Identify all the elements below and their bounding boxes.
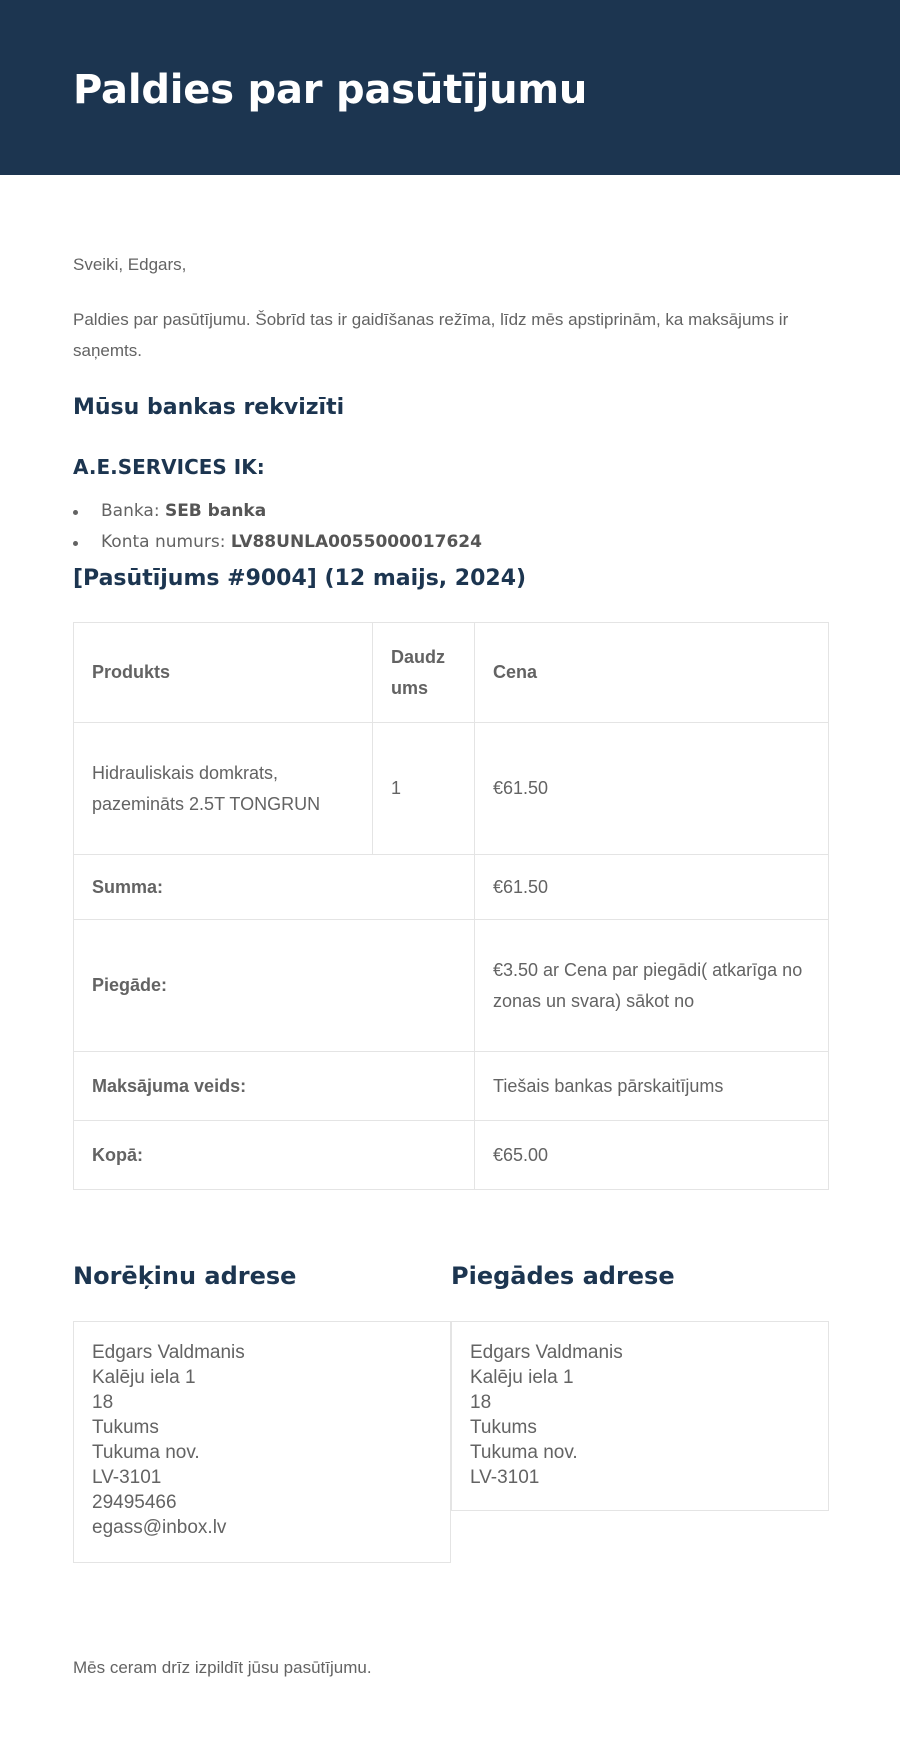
subtotal-label: Summa: [74, 855, 475, 920]
total-row-grand-total [74, 1121, 829, 1190]
email-header [0, 0, 900, 175]
billing-region: Tukuma nov. [92, 1442, 200, 1463]
grand-total-label: Kopā: [74, 1121, 475, 1190]
shipping-value: €3.50 ar Cena par piegādi( atkarīga no zonas un svara) sākot no [475, 920, 829, 1052]
account-value: LV88UNLA0055000017624 [230, 532, 482, 552]
shipping-address-heading: Piegādes adrese [451, 1262, 675, 1290]
shipping-region: Tukuma nov. [470, 1442, 578, 1463]
intro-text: Paldies par pasūtījumu. Šobrīd tas ir gaidīšanas režīma, līdz mēs apstiprinām, ka maksājums ir saņemts. [73, 310, 789, 360]
bank-company: A.E.SERVICES IK: [73, 455, 265, 479]
shipping-apartment: 18 [470, 1392, 492, 1413]
col-header-quantity [373, 623, 475, 723]
subtotal-value: €61.50 [475, 855, 829, 920]
billing-address-heading: Norēķinu adrese [73, 1262, 297, 1290]
order-table-header [74, 623, 829, 723]
billing-apartment: 18 [92, 1392, 114, 1413]
billing-phone: 29495466 [92, 1492, 177, 1513]
bank-name-item [73, 496, 482, 527]
bank-label: Banka: [101, 501, 160, 521]
bank-value: SEB banka [164, 501, 267, 521]
item-product: Hidrauliskais domkrats, pazemināts 2.5T TONGRUN [74, 723, 373, 855]
billing-postcode: LV-3101 [92, 1467, 162, 1488]
col-header-price: Cena [475, 623, 829, 723]
shipping-postcode: LV-3101 [470, 1467, 540, 1488]
billing-street: Kalēju iela 1 [92, 1367, 196, 1388]
shipping-city: Tukums [470, 1417, 537, 1438]
closing-text: Mēs ceram drīz izpildīt jūsu pasūtījumu. [73, 1658, 372, 1677]
bank-heading: Mūsu bankas rekvizīti [73, 395, 345, 420]
billing-email[interactable]: egass@inbox.lv [92, 1517, 227, 1538]
shipping-label: Piegāde: [74, 920, 475, 1052]
order-table [73, 622, 829, 1190]
shipping-address-box [451, 1321, 829, 1511]
billing-address-box [73, 1321, 451, 1563]
billing-city: Tukums [92, 1417, 159, 1438]
col-header-quantity-text: Daudz ums [391, 646, 445, 698]
account-number-item [73, 527, 482, 558]
shipping-street: Kalēju iela 1 [470, 1367, 574, 1388]
payment-method-value: Tiešais bankas pārskaitījums [475, 1052, 829, 1121]
total-row-subtotal [74, 855, 829, 920]
payment-method-label: Maksājuma veids: [74, 1052, 475, 1121]
item-quantity: 1 [373, 723, 475, 855]
billing-name: Edgars Valdmanis [92, 1342, 245, 1363]
item-price: €61.50 [475, 723, 829, 855]
grand-total-value: €65.00 [475, 1121, 829, 1190]
order-heading: [Pasūtījums #9004] (12 maijs, 2024) [73, 566, 527, 591]
table-row [74, 723, 829, 855]
total-row-shipping [74, 920, 829, 1052]
shipping-name: Edgars Valdmanis [470, 1342, 623, 1363]
account-label: Konta numurs: [101, 532, 226, 552]
header-title: Paldies par pasūtījumu [73, 67, 588, 113]
col-header-product: Produkts [74, 623, 373, 723]
total-row-payment-method [74, 1052, 829, 1121]
bank-details-list [73, 496, 482, 558]
greeting: Sveiki, Edgars, [73, 255, 187, 274]
